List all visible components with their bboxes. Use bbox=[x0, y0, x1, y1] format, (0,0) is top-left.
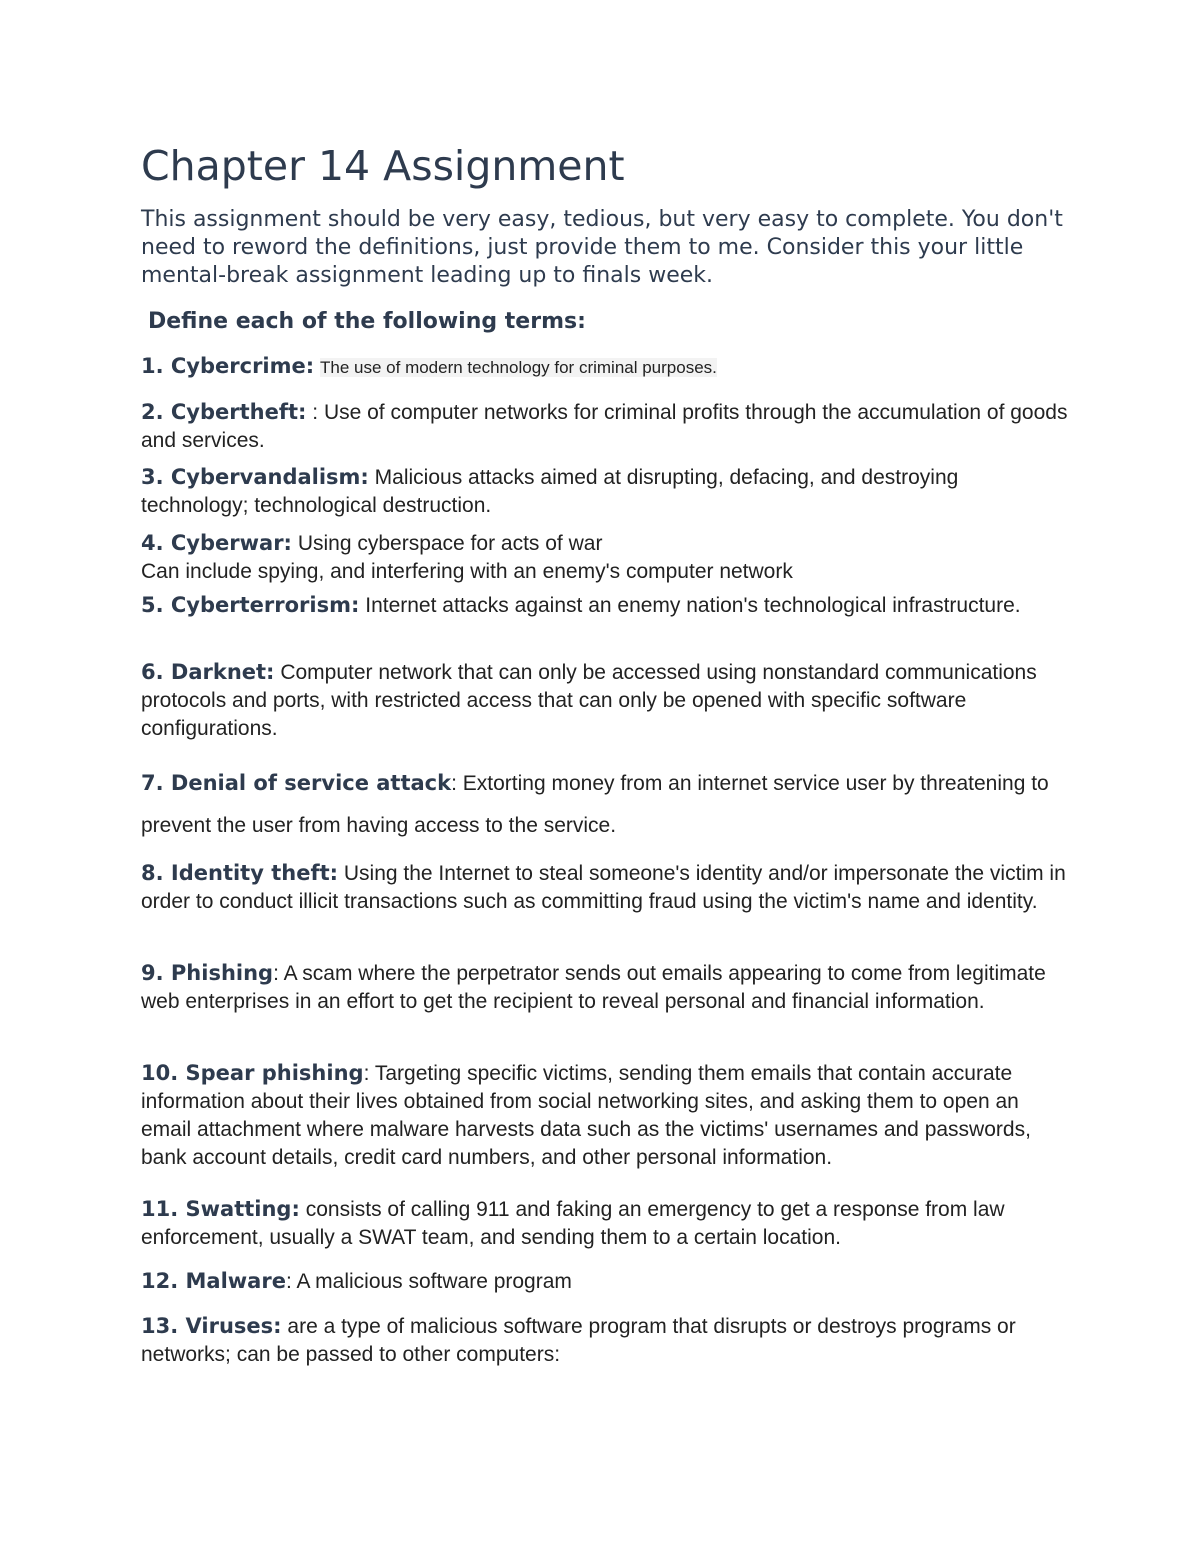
term-definition: : Extorting money from an internet service user by threatening to prevent the user from having access to the service. bbox=[141, 772, 1049, 837]
term-viruses bbox=[141, 1312, 1071, 1369]
term-definition: : A scam where the perpetrator sends out emails appearing to come from legitimate web enterprises in an effort to get the recipient to reveal personal and financial information. bbox=[141, 962, 1046, 1013]
term-phishing bbox=[141, 959, 1071, 1016]
term-swatting bbox=[141, 1195, 1071, 1252]
term-cyberwar bbox=[141, 529, 1071, 586]
instruction-heading: Define each of the following terms: bbox=[148, 309, 586, 334]
term-cybercrime bbox=[141, 352, 1071, 382]
term-definition: : Use of computer networks for criminal profits through the accumulation of goods and services. bbox=[141, 401, 1068, 452]
term-name: 10. Spear phishing bbox=[141, 1061, 364, 1085]
term-definition: Using the Internet to steal someone's identity and/or impersonate the victim in order to conduct illicit transactions such as committing fraud using the victim's name and identity. bbox=[141, 862, 1066, 913]
term-name: 13. Viruses: bbox=[141, 1314, 282, 1338]
term-denial-of-service bbox=[141, 762, 1071, 847]
term-name: 11. Swatting: bbox=[141, 1197, 300, 1221]
term-name: 7. Denial of service attack bbox=[141, 771, 452, 795]
page-title: Chapter 14 Assignment bbox=[141, 142, 625, 190]
term-name: 5. Cyberterrorism: bbox=[141, 593, 360, 617]
term-cybervandalism bbox=[141, 463, 1071, 520]
term-definition: consists of calling 911 and faking an emergency to get a response from law enforcement, usually a SWAT team, and sending them to a certain location. bbox=[141, 1198, 1005, 1249]
term-name: 3. Cybervandalism: bbox=[141, 465, 369, 489]
term-definition: Computer network that can only be accessed using nonstandard communications protocols and ports, with restricted access that can only be opened with specific software configurations. bbox=[141, 661, 1037, 740]
term-cyberterrorism bbox=[141, 591, 1071, 620]
term-spear-phishing bbox=[141, 1059, 1071, 1172]
term-name: 2. Cybertheft: bbox=[141, 400, 307, 424]
term-identity-theft bbox=[141, 859, 1071, 916]
term-definition: Malicious attacks aimed at disrupting, defacing, and destroying technology; technological destruction. bbox=[141, 466, 959, 517]
term-definition: : A malicious software program bbox=[285, 1270, 572, 1293]
term-definition: are a type of malicious software program that disrupts or destroys programs or networks; can be passed to other computers: bbox=[141, 1315, 1016, 1366]
term-name: 8. Identity theft: bbox=[141, 861, 339, 885]
term-definition: Using cyberspace for acts of war bbox=[297, 532, 603, 555]
term-definition: The use of modern technology for criminal purposes. bbox=[320, 358, 717, 377]
term-darknet bbox=[141, 658, 1071, 743]
term-name: 4. Cyberwar: bbox=[141, 531, 292, 555]
term-name: 9. Phishing bbox=[141, 961, 274, 985]
term-definition: Internet attacks against an enemy nation's technological infrastructure. bbox=[365, 594, 1021, 617]
term-name: 12. Malware bbox=[141, 1269, 286, 1293]
term-name: 6. Darknet: bbox=[141, 660, 275, 684]
term-name: 1. Cybercrime: bbox=[141, 354, 315, 378]
term-definition: : Targeting specific victims, sending them emails that contain accurate information about their lives obtained from social networking sites, and asking them to open an email attachment where malware harvests data such as the victims' usernames and passwords, bank account details, credit card numbers, and other personal information. bbox=[141, 1062, 1031, 1169]
assignment-intro: This assignment should be very easy, tedious, but very easy to complete. You don't need to reword the definitions, just provide them to me. Consider this your little mental-break assignment leading up to finals week. bbox=[141, 207, 1063, 288]
term-cybertheft bbox=[141, 398, 1071, 455]
term-definition-continued: Can include spying, and interfering with an enemy's computer network bbox=[141, 560, 793, 583]
term-malware bbox=[141, 1267, 1071, 1296]
